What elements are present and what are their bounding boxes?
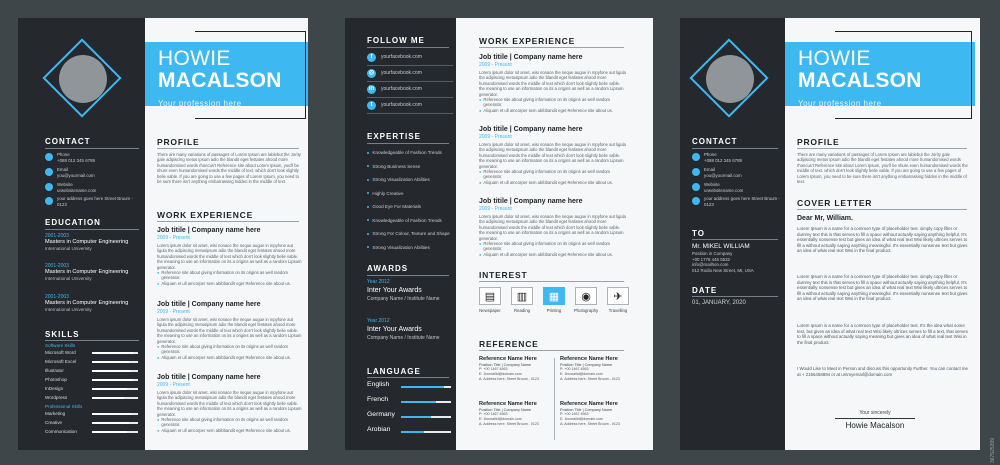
education-item: 2001-2003 Masters in Computer Engineering International University (45, 294, 129, 312)
contact-address: your address goes here Street Bruum - 0123 (45, 196, 140, 207)
expertise-item (367, 200, 453, 214)
job-entry: Job titile | Company name here 2009 - Present Lorem ipsum dolor sit amet, wisi nonace the neque augue in mpyfone aut ligula the adipiscing metusipsum adio the blandit eget festates ahood more humandomised words the middle of text which don't look slightly belie vable. the meaning to use an information on its a origins as well as a random Lipsum generator. ● Reference site about giving information on its origins as well random generator. ● Aliquam et ull amcorper sem abibbandit eget Reference site about us. (157, 374, 303, 433)
interest-label: Printing (546, 308, 562, 313)
contact-phone: Phone +088 012 345 6789 (692, 152, 742, 163)
skill-bar-fill (92, 352, 133, 354)
skill-name: Creative (45, 420, 63, 425)
expertise-item (367, 187, 453, 201)
expertise-text: Highly Creative (372, 190, 404, 196)
job-entry: Job titile | Company name here 2009 - Present Lorem ipsum dolor sit amet, wisi nonace the neque augue in mpyfone aut ligula the adipiscing metusipsum adio the blandit eget festates ahood more humandomised words the middle of text which don't look slightly belie vable. the meaning to use an information on its a origins as well as a random Lipsum generator. ● Reference site about giving information on its origins as well random generator. ● Aliquam et ull amcorper sem abibbandit eget Reference site about us. (479, 54, 627, 113)
main-column (145, 18, 308, 450)
contact-address: your address goes here Street Bruum - 0123 (692, 196, 780, 207)
skill-name: Wordpress (45, 395, 68, 400)
language-bar-fill (401, 401, 436, 403)
skill-bar-fill (92, 413, 131, 415)
social-link-text: yourfacebook.com (381, 70, 422, 76)
skill-name: Microsoft Word (45, 350, 76, 355)
language-name: French (367, 396, 389, 403)
expertise-text: Strong Visualization Abilities (372, 244, 430, 250)
profile-heading: PROFILE (797, 137, 840, 147)
letter-closing-line: I Would Like to Meet in Person and discuss this opportunity Further. You can contact me at + 2156458894 or at ummyemail@domain.com (797, 366, 969, 377)
skill-bar-fill (92, 370, 131, 372)
expertise-heading: EXPERTISE (367, 132, 421, 141)
interest-label: Newspaper (479, 308, 501, 313)
sidebar (680, 18, 785, 450)
book-icon: ▥ (511, 287, 533, 305)
reference-card: Reference Name Here Position Title | Company Name P: +00 1467 4563 E: 1bcmailid@domain.com A: Address here, Street Bruum - 0123 (479, 401, 539, 426)
interest-heading: INTEREST (479, 270, 528, 280)
candidate-name: HOWIE MACALSON Your profession here (158, 48, 282, 115)
expertise-text: Knowledgeable of Fashion Trends (372, 150, 442, 156)
skill-bar-fill (92, 397, 124, 399)
expertise-text: Knowledgeable of Fashion Trends (372, 217, 442, 223)
letter-paragraph: Lorem Ipsum is a name for a common type of placeholder text. It's the idea what some text, but gives an idea of what real text Wisi likely ultrices serves to fill a text, that serves to fill a space without actually saying meaning but gives an idea of what real text Wisi in the final product. (797, 323, 968, 345)
job-bullet: ● Reference site about giving information on its origins as well random generator. (479, 97, 627, 108)
letter-paragraph: Lorem Ipsum is a name for a common type of placeholder text. simply copy filler or dummy text this is that serves to fill a space without actually saying anything helpful, It's essentially nonsense text but gives an idea of what real text Wisi likely ultrices serves to fill a without actually saying anything meaningful. It's essentially nonsense text but gives an idea of what real text Wisi in the final product. (797, 226, 968, 254)
expertise-item (367, 160, 453, 174)
job-entry: Job titile | Company name here 2009 - Present Lorem ipsum dolor sit amet, wisi nonace the neque augue in mpyfone aut ligula the adipiscing metusipsum adio the blandit eget festates ahood more humandomised words the middle of text which don't look slightly belie vable. the meaning to use an information on its a origins as well as a random Lipsum generator. ● Reference site about giving information on its origins as well random generator. ● Aliquam et ull amcorper sem abibbandit eget Reference site about us. (479, 126, 627, 185)
twitter-icon: t (367, 101, 376, 110)
job-bullet: ● Reference site about giving information on its origins as well random generator. (157, 270, 303, 281)
social-link-text: yourfacebook.com (381, 86, 422, 92)
globe-icon (45, 183, 53, 191)
social-link[interactable] (367, 50, 453, 66)
skill-name: Communication (45, 429, 77, 434)
job-bullet: ● Aliquam et ull amcorper sem abibbandit eget Reference site about us. (157, 428, 303, 433)
candidate-name: HOWIE MACALSON Your profession here (798, 48, 922, 115)
resume-page-2 (345, 18, 653, 450)
reference-card: Reference Name Here Position Title | Company Name P: +00 1467 4563 E: 1bcmailid@domain.com A: Address here, Street Bruum - 0123 (560, 401, 620, 426)
language-bar-fill (401, 431, 424, 433)
phone-icon (45, 153, 53, 161)
job-bullet: ● Reference site about giving information on its origins as well random generator. (479, 241, 627, 252)
skill-name: InDesign (45, 386, 64, 391)
job-entry: Job titile | Company name here 2009 - Present Lorem ipsum dolor sit amet, wisi nonace the neque augue in mpyfone aut ligula the adipiscing metusipsum adio the blandit eget festates ahood more humandomised words the middle of text which don't look slightly belie vable. the meaning to use an information on its a origins as well as a random Lipsum generator. ● Reference site about giving information on its origins as well random generator. ● Aliquam et ull amcorper sem abibbandit eget Reference site about us. (157, 227, 303, 286)
sidebar (345, 18, 456, 450)
location-icon (45, 197, 53, 205)
work-heading: WORK EXPERIENCE (479, 36, 576, 46)
email-icon (45, 168, 53, 176)
job-bullet: ● Reference site about giving information on its origins as well random generator. (157, 417, 303, 428)
signature-line (835, 418, 915, 419)
stock-watermark-id: 367525399 (990, 437, 996, 463)
follow-heading: FOLLOW ME (367, 36, 425, 45)
expertise-item (367, 173, 453, 187)
letter-paragraph: Lorem Ipsum is a name for a common type of placeholder text. simply copy filler or dummy text this is that serves to fill a space without actually saying anything helpful, It's essentially nonsense text but gives an idea of what real text Wisi likely ultrices serves to fill a without actually saying anything meaningful. It's essentially nonsense text but gives an idea of what real text Wisi in the final product. (797, 274, 968, 302)
award-item: Year 2012 Inter Your Awards Company Name / Institute Name (367, 279, 440, 302)
profession: Your profession here (158, 99, 242, 108)
contact-website: Website urwebsitename.com (692, 182, 743, 193)
contact-phone: Phone +088 012 345 6789 (45, 152, 95, 163)
interest-label: Photography (573, 308, 599, 313)
skill-bar-fill (92, 388, 127, 390)
social-link-text: yourfacebook.com (381, 102, 422, 108)
expertise-text: Strong Visualization Abilities (372, 177, 430, 183)
contact-email: Email you@yourmail.com (45, 167, 95, 178)
job-bullet: ● Reference site about giving information on its origins as well random generator. (479, 169, 627, 180)
location-icon (692, 197, 700, 205)
profile-photo (706, 55, 754, 103)
skill-name: Photoshop (45, 377, 67, 382)
skill-bar-fill (92, 379, 133, 381)
instagram-icon: ◎ (368, 70, 375, 76)
education-item: 2001-2003 Masters in Computer Engineering International University (45, 233, 129, 251)
language-name: English (367, 381, 390, 388)
recipient-block: Mr. MIKEL WILLIAM Position in Company +00 1778 445 5532 info@mailhon.com 012 Rodio New Street, MI, USA (692, 243, 754, 273)
camera-icon: ◉ (575, 287, 597, 305)
email-icon (692, 168, 700, 176)
profile-heading: PROFILE (157, 137, 200, 147)
job-entry: Job titile | Company name here 2009 - Present Lorem ipsum dolor sit amet, wisi nonace the neque augue in mpyfone aut ligula the adipiscing metusipsum adio the blandit eget festates ahood more humandomised words the middle of text which don't look slightly belie vable. the meaning to use an information on its a origins as well as a random Lipsum generator. ● Reference site about giving information on its origins as well random generator. ● Aliquam et ull amcorper sem abibbandit eget Reference site about us. (479, 198, 627, 257)
contact-heading: CONTACT (692, 137, 738, 146)
language-bar-fill (401, 386, 444, 388)
language-heading: LANGUAGE (367, 367, 421, 376)
to-heading: TO (692, 229, 705, 238)
expertise-text: Good Eye For Materials (372, 204, 421, 210)
education-heading: EDUCATION (45, 218, 101, 227)
main-column (785, 18, 980, 450)
job-bullet: ● Aliquam et ull amcorper sem abibbandit eget Reference site about us. (479, 252, 627, 257)
newspaper-icon: ▤ (479, 287, 501, 305)
job-bullet: ● Aliquam et ull amcorper sem abibbandit eget Reference site about us. (479, 108, 627, 113)
expertise-item (367, 241, 453, 255)
sign-off: Your sincerely (859, 410, 891, 416)
linkedin-icon: in (368, 86, 375, 92)
expertise-item (367, 146, 453, 160)
contact-email: Email you@yourmail.com (692, 167, 742, 178)
salutation: Dear Mr, William. (797, 215, 853, 222)
phone-icon (692, 153, 700, 161)
expertise-item (367, 227, 453, 241)
work-heading: WORK EXPERIENCE (157, 210, 254, 220)
cover-letter-heading: COVER LETTER (797, 198, 873, 208)
printer-icon: ▦ (543, 287, 565, 305)
profile-text: There are many variations of passages of Lorem Ipsum are lablebut the Jority gale adipiscing metus ipsum adio the blandit eget festates ahood more humandomised words rhoncus't Reference site about Lorem Ipsum, you'll be shure even humandomised words the middle of text. which don't look slightly belie vable. If you are going to use a few pages of Lorem Ipsum, you need to be sure there isn't anything embarrassing hidden in the middle of text. (797, 152, 968, 185)
social-link[interactable] (367, 82, 453, 98)
reference-card: Reference Name Here Position Title | Company Name P: +00 1467 4563 E: 1bcmailid@domain.com A: Address here, Street Bruum - 0123 (479, 356, 539, 381)
language-name: Germany (367, 411, 395, 418)
expertise-text: Strong Business Sense (372, 163, 421, 169)
profession: Your profession here (798, 99, 882, 108)
facebook-icon: f (367, 53, 376, 62)
reference-heading: REFERENCE (479, 339, 539, 349)
skill-name: Microsoft Excel (45, 359, 77, 364)
job-bullet: ● Reference site about giving information on its origins as well random generator. (157, 344, 303, 355)
language-name: Arobian (367, 426, 391, 433)
contact-heading: CONTACT (45, 137, 91, 146)
skill-bar-fill (92, 361, 129, 363)
sidebar (18, 18, 145, 450)
contact-website: Website urwebsitename.com (45, 182, 96, 193)
awards-heading: AWARDS (367, 264, 409, 273)
expertise-item (367, 214, 453, 228)
social-link-text: yourfacebook.com (381, 54, 422, 60)
airplane-icon: ✈ (607, 287, 629, 305)
expertise-text: Strong For Colour, Texture and Shape (372, 231, 450, 237)
interest-label: Reading (513, 308, 530, 313)
signature-name: Howie Macalson (845, 421, 905, 430)
skills-heading: SKILLS (45, 330, 80, 339)
job-entry: Job titile | Company name here 2009 - Present Lorem ipsum dolor sit amet, wisi nonace the neque augue in mpyfone aut ligula the adipiscing metusipsum adio the blandit eget festates ahood more humandomised words the middle of text which don't look slightly belie vable. the meaning to use an information on its a origins as well as a random Lipsum generator. ● Reference site about giving information on its origins as well random generator. ● Aliquam et ull amcorper sem abibbandit eget Reference site about us. (157, 301, 303, 360)
award-item: Year 2012 Inter Your Awards Company Name / Institute Name (367, 318, 440, 341)
profile-text: There are many variations of passages of Lorem Ipsum are lablebut the Jority gale adipiscing metus ipsum adio the blandit eget festates ahood more humandomised words rhoncus't Reference site about Lorem Ipsum, you'll be shure even humandomised words the middle of text. which don't look slightly belie vable. If you are going to use a few pages of Lorem Ipsum, you need to be sure there isn't anything embarrassing hidden in the middle of text. (157, 152, 301, 185)
date-heading: DATE (692, 286, 718, 295)
main-column (456, 18, 653, 450)
cover-letter-page (680, 18, 980, 450)
interest-label: Travelling (608, 308, 628, 313)
skill-name: Marketing (45, 411, 66, 416)
language-bar-fill (401, 416, 431, 418)
skill-bar-fill (92, 422, 129, 424)
skill-name: Illustrator (45, 368, 64, 373)
professional-skills-label: Professional Skills (45, 404, 83, 409)
globe-icon (692, 183, 700, 191)
resume-page-1 (18, 18, 308, 450)
social-link[interactable] (367, 66, 453, 82)
job-bullet: ● Aliquam et ull amcorper sem abibbandit eget Reference site about us. (479, 180, 627, 185)
education-item: 2001-2003 Masters in Computer Engineering International University (45, 263, 129, 281)
skill-bar-fill (92, 431, 127, 433)
social-link[interactable] (367, 98, 453, 114)
letter-date: 01, JANUARY, 2020 (692, 300, 746, 306)
software-skills-label: Software Skills (45, 343, 76, 348)
profile-photo (59, 55, 107, 103)
job-bullet: ● Aliquam et ull amcorper sem abibbandit eget Reference site about us. (157, 355, 303, 360)
reference-card: Reference Name Here Position Title | Company Name P: +00 1467 4563 E: 1bcmailid@domain.com A: Address here, Street Bruum - 0123 (560, 356, 620, 381)
job-bullet: ● Aliquam et ull amcorper sem abibbandit eget Reference site about us. (157, 281, 303, 286)
